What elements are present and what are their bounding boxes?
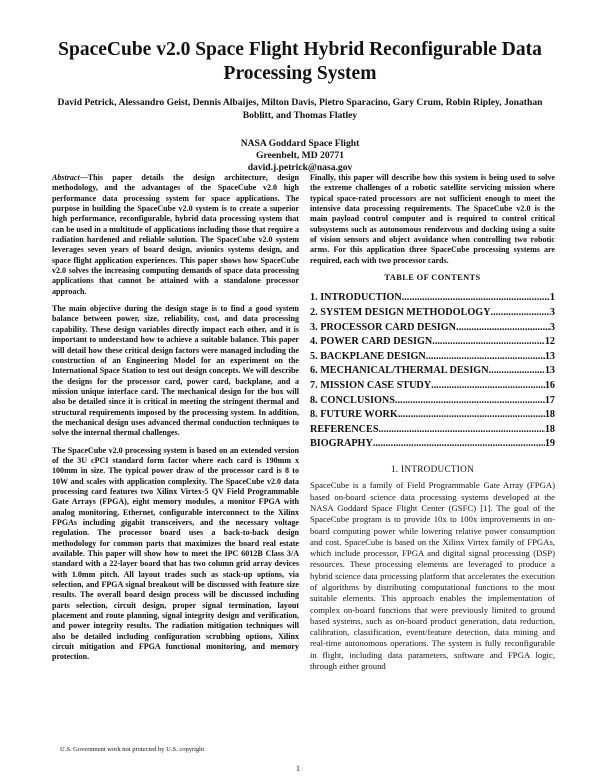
toc-heading: TABLE OF CONTENTS — [384, 273, 481, 283]
toc-entry[interactable]: 8. CONCLUSIONS ..... 17 — [310, 394, 555, 409]
affiliation-org: NASA Goddard Space Flight — [240, 138, 360, 149]
toc-entry[interactable]: 1. INTRODUCTION ..... 1 — [310, 291, 555, 306]
toc-entry[interactable]: BIOGRAPHY ..... 19 — [310, 437, 555, 452]
author-list: David Petrick, Alessandro Geist, Dennis Albaijes, Milton Davis, Pietro Sparacino, Gary Crum, Robin Ripley, Jonathan Boblitt, and Thomas Flatley — [57, 97, 543, 121]
toc-entry[interactable]: REFERENCES ..... 18 — [310, 423, 555, 438]
body-paragraph: The main objective during the design stage is to find a good system balance between power, size, reliability, cost, and data processing capability. These design variables directly impact each other, and it is important to understand how to achieve a suitable balance. This paper will detail how these critical design factors were managed including the construction of an Engineering Model for an experiment on the International Space Station to test out design concepts. We will describe the designs for the processor card, power card, backplane, and a mission unique interface card. The mechanical design for the box will also be detailed since it is critical in meeting the stringent thermal and structural requirements imposed by the processing system. In addition, the mechanical design uses advanced thermal conduction techniques to solve the internal thermal challenges. — [52, 304, 299, 438]
toc-entry[interactable]: 4. POWER CARD DESIGN ..... 12 — [310, 335, 555, 350]
left-column — [52, 173, 299, 670]
page-number: 1 — [296, 764, 300, 773]
body-paragraph: Finally, this paper will describe how this system is being used to solve the extreme challenges of a robotic satellite servicing mission where typical space-rated processors are not sufficient enough to meet the intensive data processing requirements. The SpaceCube v2.0 is the main payload control computer and is required to control critical subsystems such as autonomous rendezvous and docking using a suite of vision sensors and object avoidance when controlling two robotic arms. For this application three SpaceCube processing systems are required, each with two processor cards. — [310, 173, 555, 265]
section-heading: 1. INTRODUCTION — [390, 463, 475, 474]
body-paragraph: The SpaceCube v2.0 processing system is based on an extended version of the 3U cPCI standard form factor where each card is 190mm x 100mm in size. The typical power draw of the processor card is 8 to 10W and scales with application complexity. The SpaceCube v2.0 data processing card features two Xilinx Virtex-5 QV Field Programmable Gate Arrays (FPGA), eight memory modules, a monitor FPGA with analog monitoring, Ethernet, configurable interconnect to the Xilinx FPGAs including gigabit transceivers, and the necessary voltage regulation. The processor board uses a back-to-back design methodology for common parts that maximizes the board real estate available. This paper will show how to meet the IPC 6012B Class 3/A standard with a 22-layer board that has two column grid array devices with 1.0mm pitch. All layout trades such as stack-up options, via selection, and FPGA signal breakout will be discussed with feature size results. The overall board design process will be discussed including parts selection, circuit design, proper signal termination, layout placement and route planning, signal integrity design and verification, and power integrity results. The radiation mitigation techniques will also be detailed including configuration scrubbing options, Xilinx circuit mitigation and FPGA functional monitoring, and memory protection. — [52, 445, 299, 662]
paper-title: SpaceCube v2.0 Space Flight Hybrid Reconfigurable Data Processing System — [58, 39, 542, 84]
toc-entry[interactable]: 6. MECHANICAL/THERMAL DESIGN ..... 13 — [310, 364, 555, 379]
toc-entry[interactable]: 3. PROCESSOR CARD DESIGN ..... 3 — [310, 321, 555, 336]
toc-entry[interactable]: 2. SYSTEM DESIGN METHODOLOGY ..... 3 — [310, 306, 555, 321]
intro-paragraph: SpaceCube is a family of Field Programmable Gate Array (FPGA) based on-board science data processing systems developed at the NASA Goddard Space Flight Center (GSFC) [1]. The goal of the SpaceCube program is to provide 10x to 100x improvements in on-board computing power while lowering relative power consumption and cost. SpaceCube is based on the Xilinx Virtex family of FPGAs, which include processor, FPGA and digital signal processing (DSP) resources. These processing elements are leveraged to produce a hybrid science data processing platform that accelerates the execution of algorithms by distributing computational functions to the most suitable elements. This approach enables the implementation of complex on-board functions that were previously limited to ground based systems, such as on-board product generation, data reduction, calibration, classification, event/feature detection, data mining and real-time autonomous operations. The system is fully reconfigurable in flight, including data parameters, software and FPGA logic, through either ground — [310, 480, 555, 672]
toc-entry[interactable]: 8. FUTURE WORK ..... 18 — [310, 408, 555, 423]
affiliation-city: Greenbelt, MD 20771 — [255, 150, 345, 161]
toc-entry[interactable]: 7. MISSION CASE STUDY ..... 16 — [310, 379, 555, 394]
toc-entry[interactable]: 5. BACKPLANE DESIGN ..... 13 — [310, 350, 555, 365]
copyright-footer: U.S. Government work not protected by U.S. copyright — [60, 746, 205, 753]
abstract — [52, 173, 299, 297]
abstract-label: Abstract — [52, 173, 80, 182]
affiliation — [150, 138, 450, 174]
table-of-contents — [310, 291, 555, 452]
abstract-text: —This paper details the design architecture, design methodology, and the advantages of the SpaceCube v2.0 high performance data processing system for space applications. The purpose in building the SpaceCube v2.0 system is to create a superior high performance, reconfigurable, hybrid data processing system that can be used in a multitude of applications including those that require a radiation hardened and reliable solution. The SpaceCube v2.0 system leverages seven years of board design, avionics systems design, and space flight application experiences. This paper shows how SpaceCube v2.0 solves the increasing computing demands of space data processing applications that cannot be attained with a standalone processor approach. — [52, 173, 299, 296]
affiliation-email: david.j.petrick@nasa.gov — [247, 162, 353, 173]
right-column — [310, 173, 555, 672]
